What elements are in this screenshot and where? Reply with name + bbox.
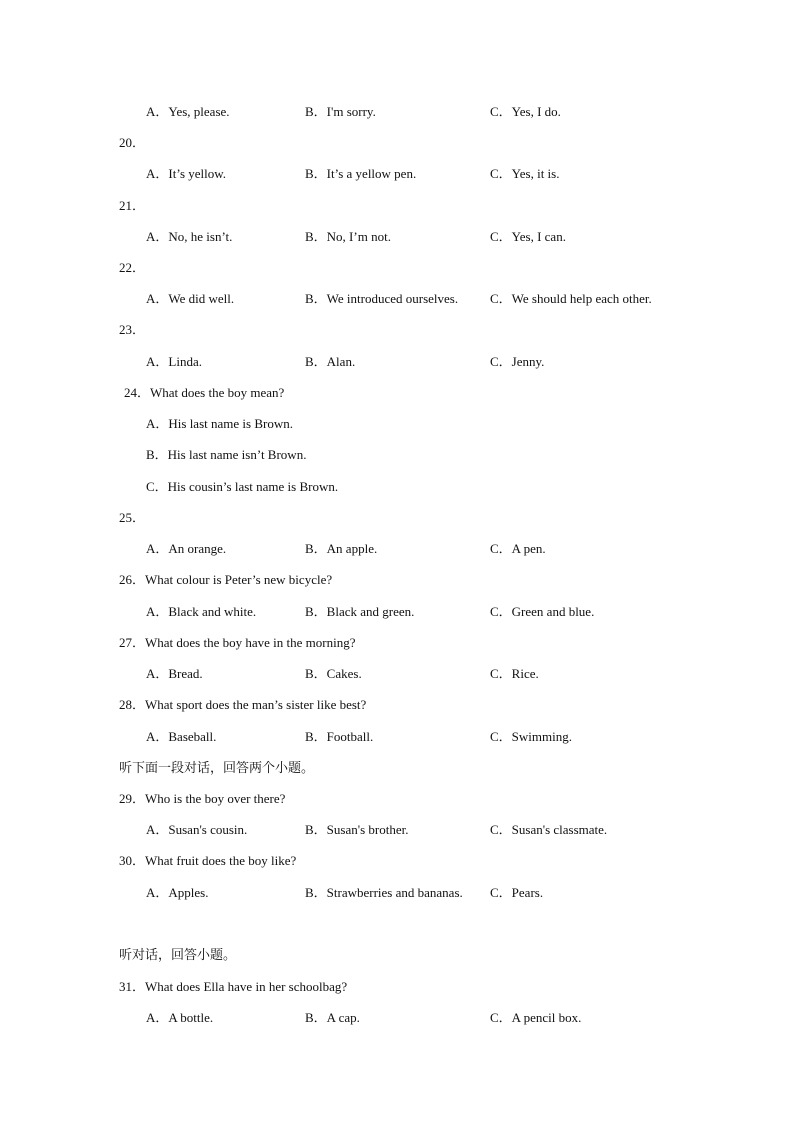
option-single: C．His cousin’s last name is Brown. <box>146 479 339 494</box>
option-a: A．No, he isn’t. <box>146 229 233 244</box>
option-b: B．I'm sorry. <box>305 104 376 119</box>
option-b: B．We introduced ourselves. <box>305 291 459 306</box>
question-text: 31．What does Ella have in her schoolbag? <box>119 979 348 994</box>
section-instruction: 听下面一段对话，回答两个小题。 <box>119 760 315 775</box>
option-a: A．A bottle. <box>146 1010 214 1025</box>
question-text: 30．What fruit does the boy like? <box>119 853 297 868</box>
option-c: C．A pen. <box>490 541 546 556</box>
option-single: B．His last name isn’t Brown. <box>146 447 307 462</box>
option-b: B．Cakes. <box>305 666 362 681</box>
question-text: 28．What sport does the man’s sister like best? <box>119 697 367 712</box>
option-c: C．A pencil box. <box>490 1010 582 1025</box>
option-single: A．His last name is Brown. <box>146 416 293 431</box>
option-c: C．Yes, I can. <box>490 229 566 244</box>
option-a: A．Black and white. <box>146 604 257 619</box>
option-a: A．We did well. <box>146 291 235 306</box>
question-number: 25． <box>119 510 146 525</box>
option-a: A．Bread. <box>146 666 203 681</box>
option-c: C．Swimming. <box>490 729 572 744</box>
question-text: 27．What does the boy have in the morning? <box>119 635 356 650</box>
question-text: 26．What colour is Peter’s new bicycle? <box>119 572 333 587</box>
section-instruction: 听对话，回答小题。 <box>119 947 237 962</box>
option-b: B．Susan's brother. <box>305 822 409 837</box>
question-number: 20． <box>119 135 146 150</box>
option-b: B．An apple. <box>305 541 378 556</box>
option-b: B．A cap. <box>305 1010 360 1025</box>
option-a: A．Apples. <box>146 885 209 900</box>
question-text: 24．What does the boy mean? <box>124 385 285 400</box>
option-c: C．Yes, it is. <box>490 166 560 181</box>
question-number: 21． <box>119 198 146 213</box>
option-b: B．Strawberries and bananas. <box>305 885 463 900</box>
option-a: A．Linda. <box>146 354 202 369</box>
option-a: A．Baseball. <box>146 729 217 744</box>
option-a: A．It’s yellow. <box>146 166 227 181</box>
option-b: B．It’s a yellow pen. <box>305 166 417 181</box>
option-a: A．An orange. <box>146 541 227 556</box>
option-b: B．Alan. <box>305 354 356 369</box>
option-c: C．Green and blue. <box>490 604 595 619</box>
question-number: 23． <box>119 322 146 337</box>
question-text: 29．Who is the boy over there? <box>119 791 286 806</box>
option-b: B．Black and green. <box>305 604 415 619</box>
option-c: C．Yes, I do. <box>490 104 561 119</box>
option-c: C．We should help each other. <box>490 291 652 306</box>
option-a: A．Yes, please. <box>146 104 230 119</box>
option-c: C．Jenny. <box>490 354 545 369</box>
option-c: C．Pears. <box>490 885 544 900</box>
question-number: 22． <box>119 260 146 275</box>
option-a: A．Susan's cousin. <box>146 822 248 837</box>
option-c: C．Susan's classmate. <box>490 822 608 837</box>
option-b: B．No, I’m not. <box>305 229 391 244</box>
option-b: B．Football. <box>305 729 374 744</box>
option-c: C．Rice. <box>490 666 539 681</box>
